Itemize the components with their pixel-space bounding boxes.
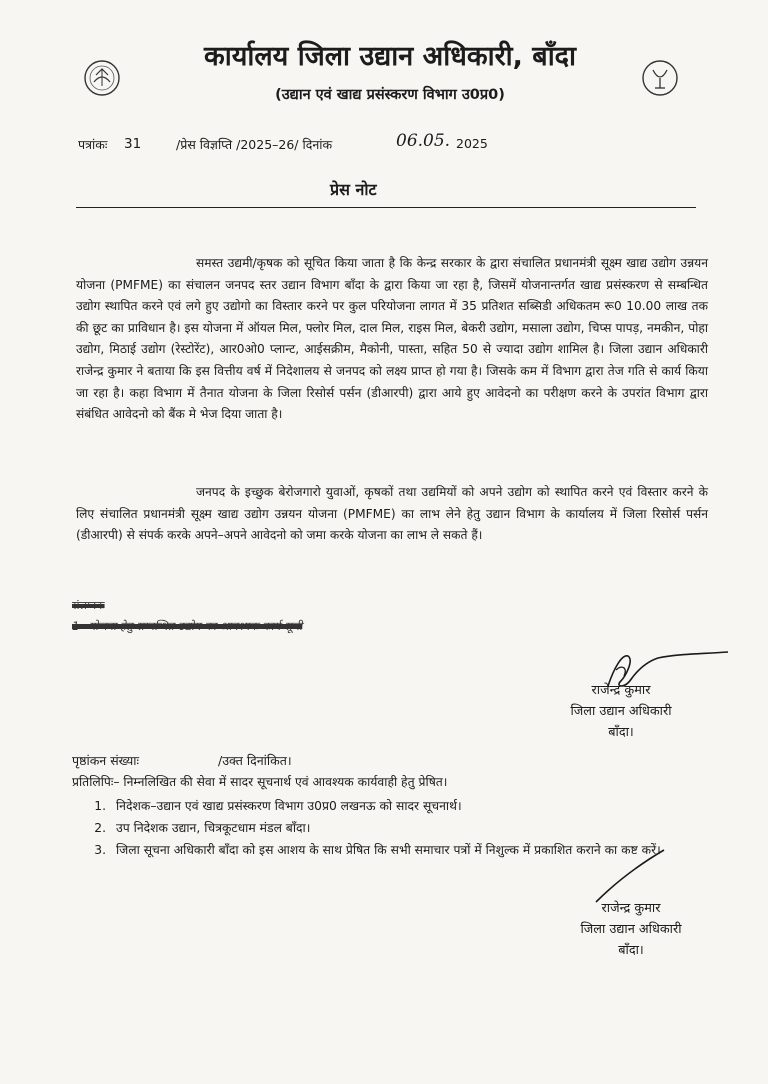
copy-item-text: निदेशक–उद्यान एवं खाद्य प्रसंस्करण विभाग उ0प्र0 लखनऊ को सादर सूचनार्थ। [116,799,462,813]
reference-handwritten-date: 06.05. [396,131,451,151]
reference-label: पत्रांकः [78,137,108,152]
office-subtitle: (उद्यान एवं खाद्य प्रसंस्करण विभाग उ0प्र0) [275,87,505,103]
signatory-place: बाँदा। [618,943,644,958]
signature-block-primary [546,680,696,743]
signatory-designation: जिला उद्यान अधिकारी [580,922,682,937]
signatory-designation: जिला उद्यान अधिकारी [570,704,672,719]
reference-text: /प्रेस विज्ञप्ति /2025–26/ दिनांक [176,137,333,152]
state-emblem-right-icon [640,58,680,98]
reference-number: 31 [124,136,142,152]
state-emblem-left-icon [82,58,122,98]
signatory-name: राजेन्द्र कुमार [601,901,661,916]
list-item: 3. जिला सूचना अधिकारी बाँदा को इस आशय के साथ प्रेषित कि सभी समाचार पत्रों में निशुल्क में प्रकाशित कराने का कष्ट करें। [72,840,712,860]
press-note-heading: प्रेस नोट [330,180,377,199]
office-title: कार्यालय जिला उद्यान अधिकारी, बाँदा [203,41,577,72]
list-item: 1. निदेशक–उद्यान एवं खाद्य प्रसंस्करण विभाग उ0प्र0 लखनऊ को सादर सूचनार्थ। [72,796,712,816]
reference-year: 2025 [456,136,488,151]
copy-to-intro: प्रतिलिपिः– निम्नलिखित की सेवा में सादर सूचनार्थ एवं आवश्यक कार्यवाही हेतु प्रेषित। [72,775,448,789]
body-paragraph-2: जनपद के इच्छुक बेरोजगारो युवाओं, कृषकों तथा उद्यमियों को अपने उद्योग को स्थापित करने एवं विस्तार करने के लिए संचालित प्रधानमंत्री सूक्ष्म खाद्य उद्योग उन्नयन योजना (PMFME) का लाभ लेने हेतु उद्यान विभाग के कार्यालय में जिला रिसोर्स पर्सन (डीआरपी) से संपर्क करके अपने–अपने आवेदनो को जमा करके योजना का लाभ ले सकते हैं। [76,485,708,543]
signature-block-secondary [556,898,706,961]
endorsement-date: /उक्त दिनांकित। [218,753,292,768]
header-divider [76,207,696,208]
signatory-place: बाँदा। [608,725,634,740]
signature-mark-secondary [590,846,670,906]
copy-item-text: जिला सूचना अधिकारी बाँदा को इस आशय के साथ प्रेषित कि सभी समाचार पत्रों में निशुल्क में प्रकाशित कराने का कष्ट करें। [116,843,661,857]
body-paragraph-1: समस्त उद्यमी/कृषक को सूचित किया जाता है कि केन्द्र सरकार के द्वारा संचालित प्रधानमंत्री सूक्ष्म खाद्य उद्योग उन्नयन योजना (PMFME) का संचालन जनपद स्तर उद्यान विभाग बाँदा के द्वारा किया जा रहा है, जिसमें योजनान्तर्गत खाद्य प्रसंस्करण से सम्बन्धित उद्योग स्थापित करने एवं लगे हुए उद्योगो का विस्तार करने पर कुल परियोजना लागत में 35 प्रतिशत सब्सिडी अधिकतम रू0 10.00 लाख तक की छूट का प्राविधान है। इस योजना में ऑयल मिल, फ्लोर मिल, दाल मिल, राइस मिल, बेकरी उद्योग, मसाला उद्योग, चिप्स पापड़, नमकीन, पोहा उद्योग, मिठाई उद्योग (रेस्टोरेंट), आर0ओ0 प्लान्ट, आईसक्रीम, मैकोनी, पास्ता, सहित 50 से ज्यादा उद्योग शामिल है। जिला उद्यान अधिकारी राजेन्द्र कुमार ने बताया कि इस वित्तीय वर्ष में निदेशालय से जनपद को लक्ष्य प्राप्त हो गया है। जिसके कम में विभाग द्वारा तेज गति से कार्य किया जा रहा है। कहा विभाग में तैनात योजना के जिला रिसोर्स पर्सन (डीआरपी) द्वारा आये हुए आवेदनो का परीक्षण करने के उपरांत विभाग द्वारा संबंधित आवेदनो को बैंक मे भेज दिया जाता है। [76,256,708,422]
signatory-name: राजेन्द्र कुमार [591,683,651,698]
list-item: 2. उप निदेशक उद्यान, चित्रकूटधाम मंडल बाँदा। [72,818,712,838]
copy-item-text: उप निदेशक उद्यान, चित्रकूटधाम मंडल बाँदा। [116,821,311,835]
struck-enclosure-line: 1– योजना हेतु सम्बन्धित उद्योग का आवश्यक कार्य सूची [72,619,303,633]
struck-enclosure-label: संलग्नक [72,599,105,612]
endorsement-label: पृष्ठांकन संख्याः [72,753,139,768]
